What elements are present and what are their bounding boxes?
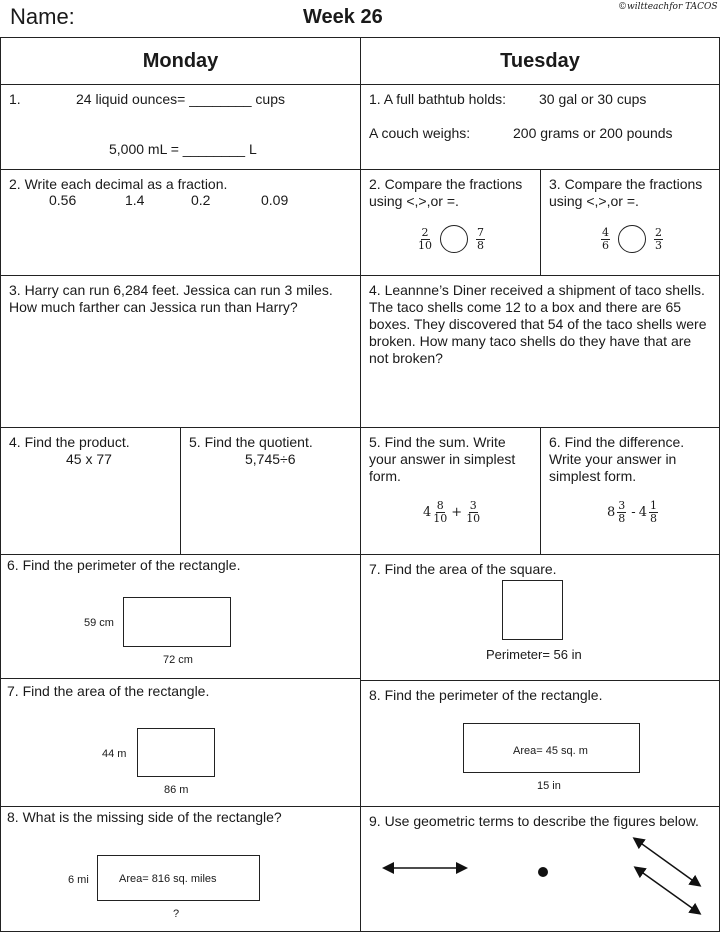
point-figure <box>538 867 548 877</box>
bottom-label: 15 in <box>537 780 561 792</box>
fraction: $\frac{2}{10}$ <box>418 225 432 252</box>
tue-q6-expr: 8 $\frac{3}{8}$ - 4 $\frac{1}{8}$ <box>607 499 657 525</box>
mon-q1-b: 5,000 mL = ________ L <box>109 141 257 157</box>
side-label: 59 cm <box>84 617 114 629</box>
mon-q7-cell <box>0 678 361 807</box>
mon-q6-text: 6. Find the perimeter of the rectangle. <box>7 557 241 573</box>
mon-q2-cell <box>0 169 361 276</box>
mon-q3-text: 3. Harry can run 6,284 feet. Jessica can run 3 miles. How much farther can Jessica run than Harry? <box>9 282 333 315</box>
tue-q6-cell <box>540 427 720 555</box>
mon-q5-expr: 5,745÷6 <box>245 451 296 467</box>
name-label: Name: <box>10 4 75 29</box>
mon-q5-text: 5. Find the quotient. <box>189 434 313 450</box>
rectangle-figure <box>137 728 215 777</box>
parallel-line-figure <box>636 868 699 913</box>
tue-q7-text: 7. Find the area of the square. <box>369 561 557 577</box>
parallel-line-figure <box>635 839 699 885</box>
bottom-label: 72 cm <box>163 654 193 666</box>
decimal-value: 0.09 <box>261 192 289 208</box>
tue-q3-cell <box>540 169 720 276</box>
missing-side-label: ? <box>173 908 180 920</box>
tue-q1-b-options: 200 grams or 200 pounds <box>513 125 673 141</box>
geometric-figures <box>361 807 720 933</box>
tue-q7-cell <box>360 554 720 681</box>
tue-q3-comparison <box>599 225 665 253</box>
mon-q2-text: 2. Write each decimal as a fraction. <box>9 176 228 192</box>
tue-q1-a-options: 30 gal or 30 cups <box>539 91 647 107</box>
mon-q8-text: 8. What is the missing side of the rectangle? <box>7 809 282 825</box>
decimal-value: 1.4 <box>125 192 145 208</box>
monday-header-cell <box>0 37 361 85</box>
tue-q4-cell <box>360 275 720 428</box>
tue-q2-comparison <box>416 225 487 253</box>
mon-q1-number: 1. <box>9 91 21 107</box>
tue-q8-text: 8. Find the perimeter of the rectangle. <box>369 687 603 703</box>
side-label: 6 mi <box>68 874 89 886</box>
compare-circle[interactable] <box>618 225 646 253</box>
mon-q3-cell <box>0 275 361 428</box>
fraction: $\frac{7}{8}$ <box>477 225 484 252</box>
tue-q3-text: 3. Compare the fractions using <,>,or =. <box>549 176 703 209</box>
mon-q4-cell <box>0 427 181 555</box>
decimal-value: 0.2 <box>191 192 211 208</box>
mon-q1-cell <box>0 84 361 170</box>
mon-q4-text: 4. Find the product. <box>9 434 130 450</box>
fraction: $\frac{4}{6}$ <box>602 225 609 252</box>
square-figure <box>502 580 563 640</box>
tue-q5-text: 5. Find the sum. Write your answer in simplest form. <box>369 434 516 484</box>
tue-q8-cell <box>360 680 720 807</box>
mon-q1-a: 24 liquid ounces= ________ cups <box>76 91 286 107</box>
area-label: Area= 816 sq. miles <box>119 873 217 885</box>
area-label: Area= 45 sq. m <box>513 745 588 757</box>
tue-q2-text: 2. Compare the fractions using <,>,or =. <box>369 176 523 209</box>
tue-q4-text: 4. Leannne’s Diner received a shipment of taco shells. The taco shells come 12 to a box and there are 65 boxes. They discovered that 54 of the taco shells were broken. How many taco shells do they have that are not broken? <box>369 282 707 366</box>
mon-q4-expr: 45 x 77 <box>66 451 112 467</box>
tue-q1-cell <box>360 84 720 170</box>
tuesday-header-cell <box>360 37 720 85</box>
decimal-value: 0.56 <box>49 192 77 208</box>
mon-q8-cell <box>0 806 361 932</box>
week-title: Week 26 <box>303 6 383 28</box>
mon-q7-text: 7. Find the area of the rectangle. <box>7 683 210 699</box>
compare-circle[interactable] <box>440 225 468 253</box>
mon-q6-cell <box>0 554 361 679</box>
rectangle-figure <box>123 597 231 647</box>
mon-q5-cell <box>180 427 361 555</box>
tue-q9-cell <box>360 806 720 932</box>
tue-q5-expr: 4 $\frac{8}{10}$ + $\frac{3}{10}$ <box>423 499 481 525</box>
perimeter-label: Perimeter= 56 in <box>486 647 582 662</box>
side-label: 44 m <box>102 748 127 760</box>
tue-q2-cell <box>360 169 541 276</box>
credit-text: ©wiltteachfor TACOS <box>618 2 718 12</box>
tue-q5-cell <box>360 427 541 555</box>
monday-title: Monday <box>142 50 219 72</box>
tue-q6-text: 6. Find the difference. Write your answer in simplest form. <box>549 434 685 484</box>
tue-q9-text: 9. Use geometric terms to describe the figures below. <box>369 813 699 829</box>
tuesday-title: Tuesday <box>500 50 580 72</box>
tue-q1-a: 1. A full bathtub holds: <box>369 91 506 107</box>
fraction: $\frac{2}{3}$ <box>655 225 662 252</box>
bottom-label: 86 m <box>164 784 189 796</box>
tue-q1-b: A couch weighs: <box>369 125 471 141</box>
